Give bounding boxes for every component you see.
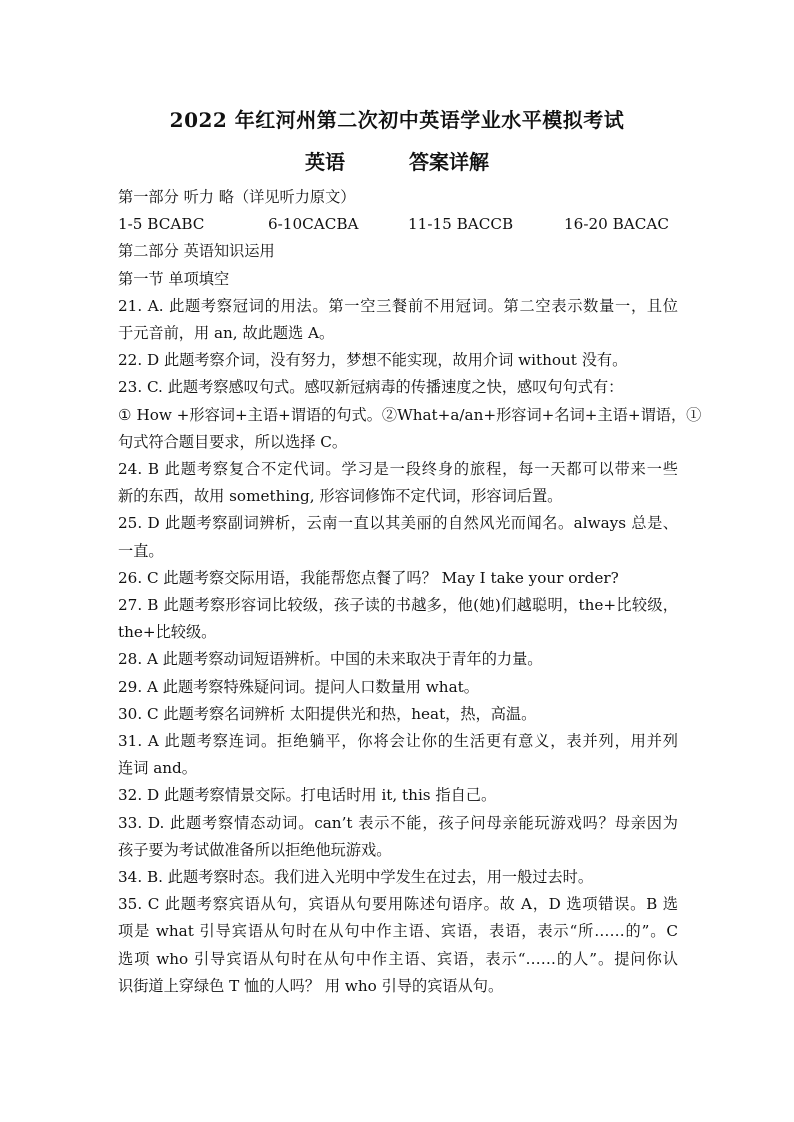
explanation-line: 识街道上穿绿色 T 恤的人吗？ 用 who 引导的宾语从句。 (118, 976, 504, 995)
explanation-line: 35. C 此题考察宾语从句，宾语从句要用陈述句语序。故 A，D 选项错误。B 选 (118, 895, 678, 914)
explanation-line: 连词 and。 (118, 759, 197, 778)
explanation-line: 21. A. 此题考察冠词的用法。第一空三餐前不用冠词。第二空表示数量一，且位 (118, 296, 678, 315)
explanation-line: 29. A 此题考察特殊疑问词。提问人口数量用 what。 (118, 677, 479, 696)
document-subtitle (0, 146, 794, 175)
part2-heading: 第二部分 英语知识运用 (118, 242, 275, 261)
explanation-line: 句式符合题目要求，所以选择 C。 (118, 432, 348, 451)
answer-group-11-15: 11-15 BACCB (408, 215, 514, 234)
explanation-line: 30. C 此题考察名词辨析 太阳提供光和热，heat，热，高温。 (118, 704, 537, 723)
explanation-line: 26. C 此题考察交际用语，我能帮您点餐了吗？ May I take your order? (118, 568, 619, 587)
explanation-line: 项是 what 引导宾语从句时在从句中作主语、宾语，表语，表示“所……的”。C (118, 922, 678, 941)
explanation-line: 一直。 (118, 541, 164, 560)
subject-label: 英语 (305, 150, 345, 174)
explanation-line: 新的东西，故用 something, 形容词修饰不定代词，形容词后置。 (118, 487, 563, 506)
explanation-line: 28. A 此题考察动词短语辨析。中国的未来取决于青年的力量。 (118, 650, 543, 669)
explanation-line: 23. C. 此题考察感叹句式。感叹新冠病毒的传播速度之快，感叹句句式有： (118, 378, 624, 397)
answer-group-6-10: 6-10CACBA (268, 215, 359, 234)
answer-key-heading: 答案详解 (409, 150, 489, 174)
explanation-line: 24. B 此题考察复合不定代词。学习是一段终身的旅程，每一天都可以带来一些 (118, 460, 678, 479)
explanation-line: 25. D 此题考察副词辨析，云南一直以其美丽的自然风光而闻名。always 总是、 (118, 514, 678, 533)
explanation-line: ① How +形容词+主语+谓语的句式。②What+a/an+形容词+名词+主语+谓语，① (118, 405, 702, 424)
section1-heading: 第一节 单项填空 (118, 269, 230, 288)
explanation-line: 22. D 此题考察介词，没有努力，梦想不能实现，故用介词 without 没有。 (118, 351, 628, 370)
explanation-line: the+比较级。 (118, 623, 217, 642)
explanation-line: 33. D. 此题考察情态动词。can’t 表示不能，孩子问母亲能玩游戏吗？母亲因为 (118, 813, 678, 832)
explanation-line: 31. A 此题考察连词。拒绝躺平，你将会让你的生活更有意义，表并列，用并列 (118, 732, 678, 751)
answer-group-1-5: 1-5 BCABC (118, 215, 205, 234)
explanation-line: 孩子要为考试做准备所以拒绝他玩游戏。 (118, 840, 392, 859)
explanation-line: 选项 who 引导宾语从句时在从句中作主语、宾语，表示“……的人”。提问你认 (118, 949, 678, 968)
answer-group-16-20: 16-20 BACAC (564, 215, 669, 234)
explanation-line: 34. B. 此题考察时态。我们进入光明中学发生在过去，用一般过去时。 (118, 868, 594, 887)
explanation-line: 27. B 此题考察形容词比较级，孩子读的书越多，他(她)们越聪明，the+比较级， (118, 596, 678, 615)
document-body (118, 184, 702, 1000)
part1-heading: 第一部分 听力 略（详见听力原文） (118, 188, 356, 206)
document-title: 2022 年红河州第二次初中英语学业水平模拟考试 (169, 108, 625, 132)
explanation-line: 于元音前，用 an, 故此题选 A。 (118, 324, 335, 342)
listening-answers-row (118, 211, 678, 238)
explanation-line: 32. D 此题考察情景交际。打电话时用 it, this 指自己。 (118, 786, 497, 805)
